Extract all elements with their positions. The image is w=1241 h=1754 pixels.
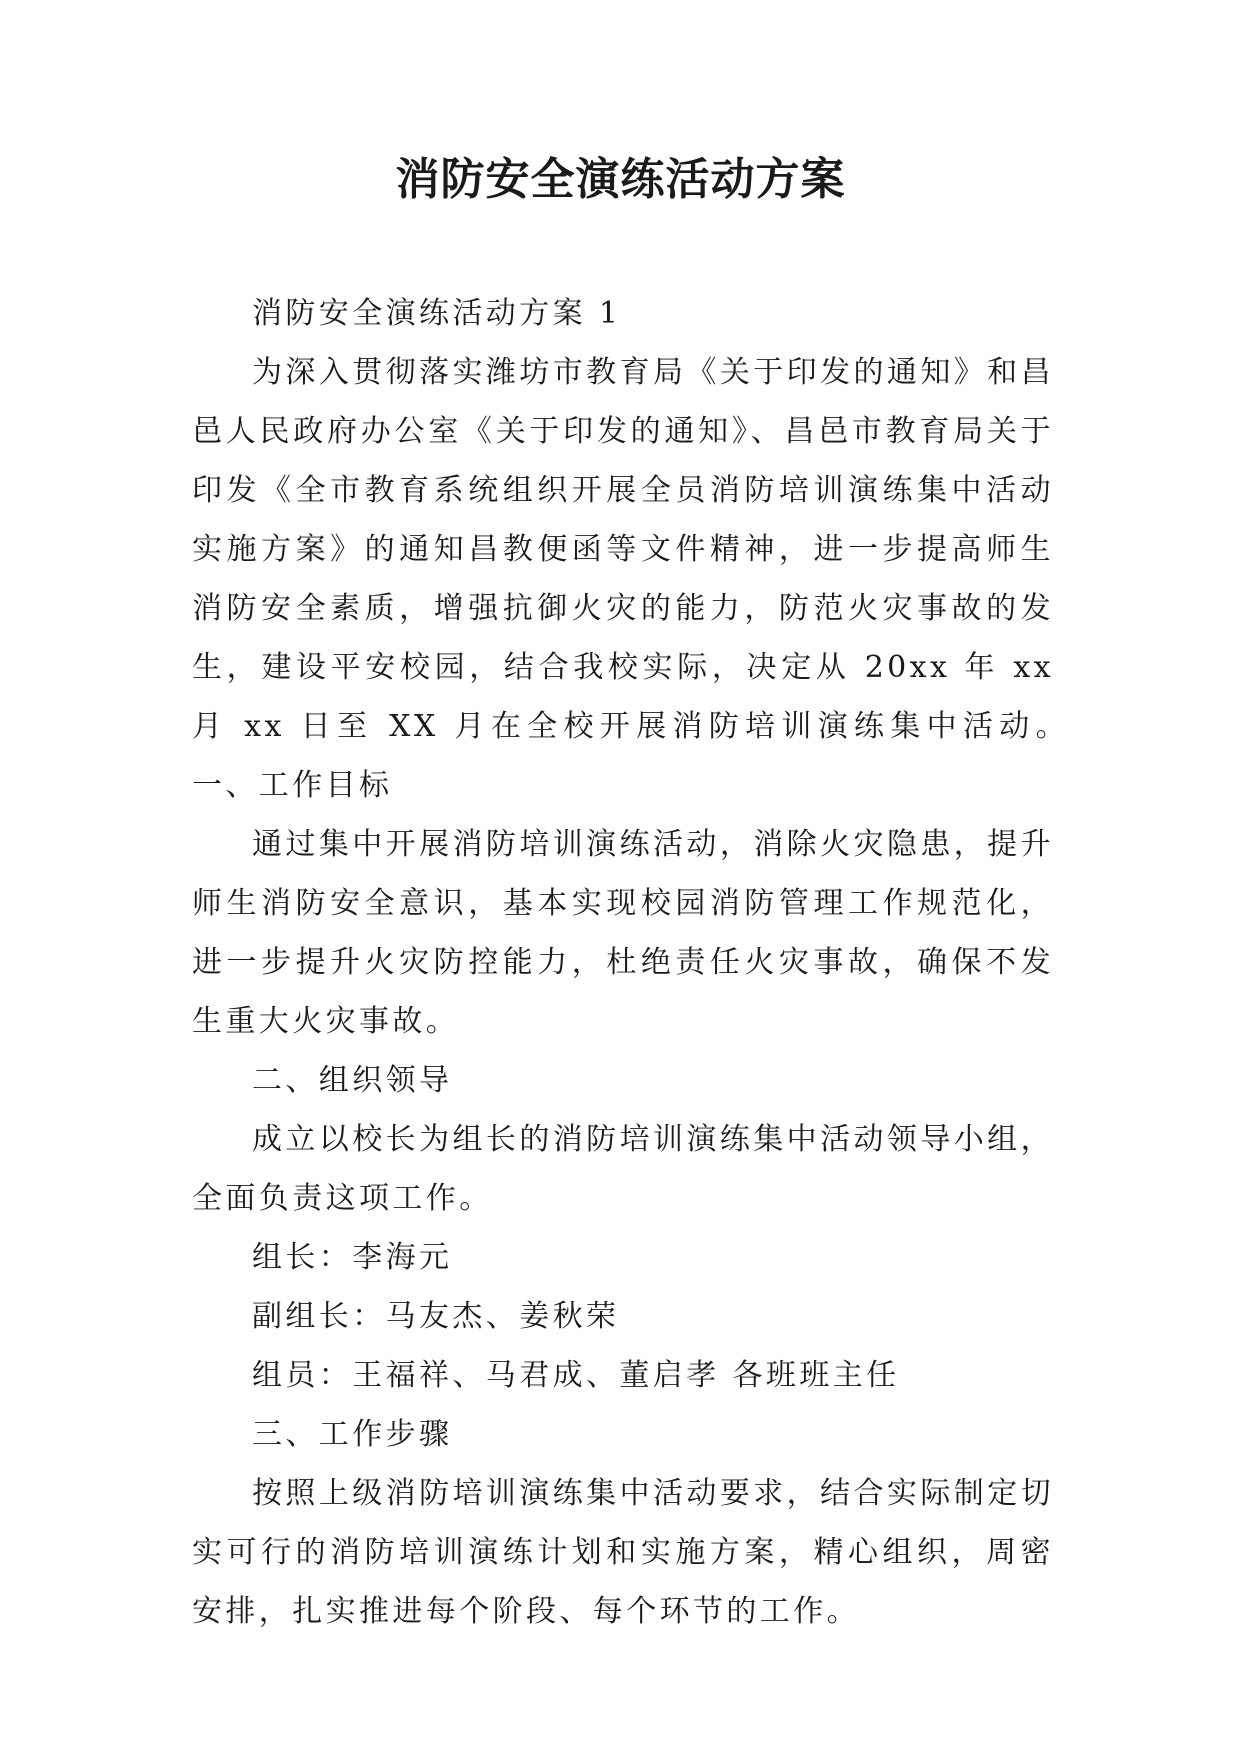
members-line: 组员：王福祥、马君成、董启孝 各班班主任: [252, 1358, 900, 1393]
section-heading: 消防安全演练活动方案 1: [252, 296, 622, 331]
goal-paragraph: 通过集中开展消防培训演练活动，消除火灾隐患，提升师生消防安全意识，基本实现校园消防管理工作规范化，进一步提升火灾防控能力，杜绝责任火灾事故，确保不发生重大火灾事故。: [192, 827, 1054, 1039]
document-title: 消防安全演练活动方案: [395, 154, 846, 205]
organization-paragraph: 成立以校长为组长的消防培训演练集中活动领导小组，全面负责这项工作。: [192, 1122, 1054, 1216]
section-heading-organization: 二、组织领导: [252, 1063, 453, 1098]
intro-paragraph: 为深入贯彻落实潍坊市教育局《关于印发的通知》和昌邑人民政府办公室《关于印发的通知》、昌邑市教育局关于印发《全市教育系统组织开展全员消防培训演练集中活动实施方案》的通知昌教便函等文件精神，进一步提高师生消防安全素质，增强抗御火灾的能力，防范火灾事故的发生，建设平安校园，结合我校实际，决定从 20xx 年 xx 月 xx 日至 XX 月在全校开展消防培训演练集中活动。 一、工作目标: [192, 355, 1121, 803]
section-heading-steps: 三、工作步骤: [252, 1417, 453, 1452]
document-body: [192, 284, 1121, 1641]
deputy-leader-line: 副组长：马友杰、姜秋荣: [252, 1299, 620, 1334]
steps-paragraph: 按照上级消防培训演练集中活动要求，结合实际制定切实可行的消防培训演练计划和实施方案，精心组织，周密安排，扎实推进每个阶段、每个环节的工作。: [192, 1476, 1054, 1629]
leader-line: 组长：李海元: [252, 1240, 453, 1275]
